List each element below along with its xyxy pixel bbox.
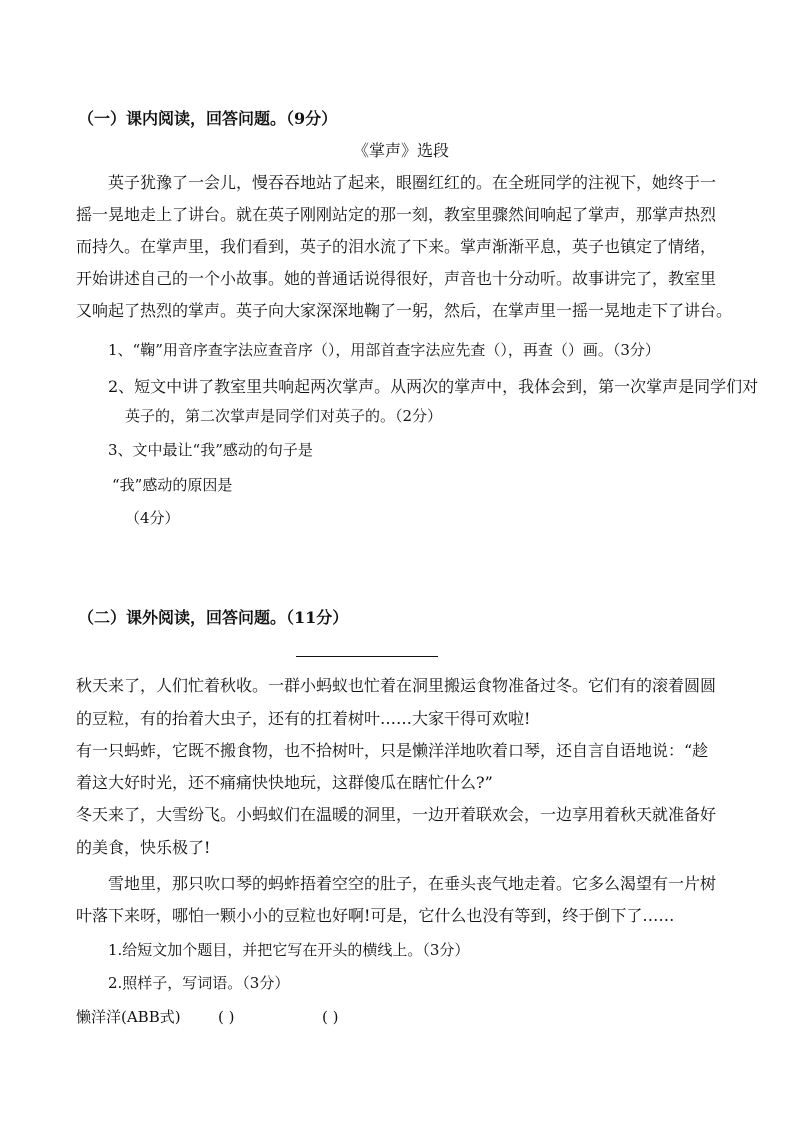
answer-bracket-1: ( ) (218, 1008, 235, 1026)
passage-line: 英子犹豫了一会儿，慢吞吞地站了起来，眼圈红红的。在全班同学的注视下，她终于一 (108, 173, 717, 192)
passage-line: 又响起了热烈的掌声。英子向大家深深地鞠了一躬，然后，在掌声里一摇一晃地走下了讲台。 (76, 301, 733, 320)
story-line: 秋天来了，人们忙着秋收。一群小蚂蚁也忙着在洞里搬运食物准备过冬。它们有的滚着圆圆 (76, 676, 717, 695)
answer-bracket-2: ( ) (322, 1008, 339, 1026)
story-line: 叶落下来呀，哪怕一颗小小的豆粒也好啊!可是，它什么也没有等到，终于倒下了…… (76, 906, 675, 925)
story-line: 着这大好时光，还不痛痛快快地玩，这群傻瓜在瞎忙什么?” (76, 773, 493, 792)
passage-title: 《掌声》选段 (353, 141, 450, 160)
question-3-line2: “我”感动的原因是 (112, 476, 233, 494)
title-blank-line (296, 656, 438, 657)
question-2-line1: 2、短文中讲了教室里共响起两次掌声。从两次的掌声中，我体会到，第一次掌声是同学们对 (108, 377, 759, 396)
section1-heading: （一）课内阅读，回答问题。（9分） (78, 109, 338, 128)
question-1: 1、“鞠”用音序查字法应查音序（），用部首查字法应先查（），再查（）画。（3分） (108, 341, 660, 359)
passage-line: 摇一晃地走上了讲台。就在英子刚刚站定的那一刻，教室里骤然间响起了掌声，那掌声热烈 (76, 205, 717, 224)
story-line: 有一只蚂蚱，它既不搬食物，也不拾树叶，只是懒洋洋地吹着口琴，还自言自语地说：“趁 (76, 741, 709, 760)
story-question-1: 1.给短文加个题目，并把它写在开头的横线上。（3分） (108, 941, 470, 959)
passage-line: 而持久。在掌声里，我们看到，英子的泪水流了下来。掌声渐渐平息，英子也镇定了情绪， (76, 237, 717, 256)
question-3-line1: 3、文中最让“我”感动的句子是 (108, 441, 313, 459)
passage-line: 开始讲述自己的一个小故事。她的普通话说得很好，声音也十分动听。故事讲完了，教室里 (76, 269, 717, 288)
example-word: 懒洋洋(ABB式) (76, 1008, 181, 1026)
story-line: 的美食，快乐极了! (76, 838, 211, 857)
question-3-score: （4分） (125, 509, 180, 527)
section2-heading: （二）课外阅读，回答问题。（11分） (78, 608, 349, 627)
story-line: 雪地里，那只吹口琴的蚂蚱捂着空空的肚子，在垂头丧气地走着。它多么渴望有一片树 (108, 874, 717, 893)
story-line: 冬天来了，大雪纷飞。小蚂蚁们在温暖的洞里，一边开着联欢会，一边享用着秋天就准备好 (76, 805, 717, 824)
story-question-2: 2.照样子，写词语。（3分） (108, 974, 290, 992)
question-2-line2: 英子的，第二次掌声是同学们对英子的。（2分） (125, 407, 443, 425)
story-line: 的豆粒，有的抬着大虫子，还有的扛着树叶……大家干得可欢啦! (76, 709, 531, 728)
